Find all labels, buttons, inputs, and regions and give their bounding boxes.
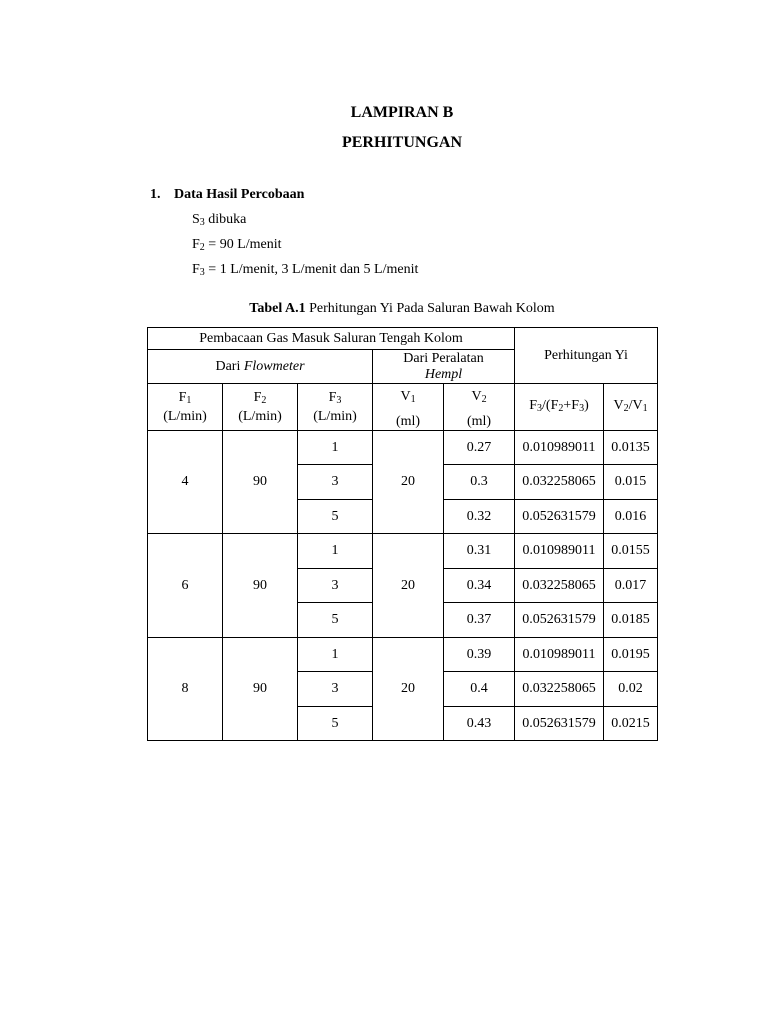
cell-v1: 20 (373, 431, 444, 534)
condition-line-f2: $F_2 = 90$ L/menit (192, 237, 282, 253)
header-yi-cell: Perhitungan Yi (515, 328, 658, 384)
cell-f3: 5 (298, 707, 373, 741)
col-header-ratio-f: $F_3/(F_2+F_3)$ (515, 384, 604, 431)
table-caption-label: Tabel A.1 (249, 301, 306, 316)
cell-v2: 0.4 (444, 672, 515, 707)
cell-ratio-f: 0.052631579 (515, 707, 604, 741)
cell-v2: 0.37 (444, 603, 515, 638)
cell-ratio-v: 0.0215 (604, 707, 658, 741)
cell-f1: 4 (148, 431, 223, 534)
cell-v2: 0.39 (444, 638, 515, 672)
cell-ratio-v: 0.0155 (604, 534, 658, 569)
cell-ratio-f: 0.052631579 (515, 603, 604, 638)
cell-f3: 1 (298, 638, 373, 672)
cell-v2: 0.3 (444, 465, 515, 500)
cell-f3: 3 (298, 465, 373, 500)
header-row-group (148, 328, 658, 350)
cell-f2: 90 (223, 534, 298, 638)
cell-ratio-v: 0.015 (604, 465, 658, 500)
col-header-ratio-v: $V_2/V_1$ (604, 384, 658, 431)
cell-v2: 0.43 (444, 707, 515, 741)
cell-ratio-f: 0.032258065 (515, 569, 604, 603)
header-flowmeter-cell: Dari Flowmeter (148, 350, 373, 384)
cell-f2: 90 (223, 638, 298, 741)
cell-f3: 3 (298, 569, 373, 603)
cell-f2: 90 (223, 431, 298, 534)
col-header-v2: $V_2$ (ml) (444, 384, 515, 431)
cell-ratio-v: 0.0135 (604, 431, 658, 465)
cell-ratio-v: 0.016 (604, 500, 658, 534)
col-header-f1: $F_1$ (L/min) (148, 384, 223, 431)
cell-f3: 5 (298, 500, 373, 534)
section-number: 1. (150, 187, 161, 202)
cell-f3: 1 (298, 431, 373, 465)
section-heading (150, 187, 304, 203)
condition-line-f3: $F_3 = 1$ L/menit, 3 L/menit dan 5 L/menit (192, 262, 419, 278)
cell-f3: 1 (298, 534, 373, 569)
cell-ratio-v: 0.017 (604, 569, 658, 603)
cell-ratio-f: 0.010989011 (515, 638, 604, 672)
col-header-f3: $F_3$ (L/min) (298, 384, 373, 431)
cell-f3: 5 (298, 603, 373, 638)
header-hempl-cell: Dari Peralatan Hempl (373, 350, 515, 384)
cell-v1: 20 (373, 638, 444, 741)
condition-line-s3: $S_3$ dibuka (192, 212, 247, 228)
cell-ratio-v: 0.02 (604, 672, 658, 707)
page-title: LAMPIRAN B (350, 104, 454, 121)
header-row-columns (148, 384, 658, 431)
cell-ratio-f: 0.010989011 (515, 534, 604, 569)
cell-ratio-f: 0.032258065 (515, 465, 604, 500)
cell-v2: 0.27 (444, 431, 515, 465)
cell-v2: 0.34 (444, 569, 515, 603)
col-header-v1: $V_1$ (ml) (373, 384, 444, 431)
cell-ratio-v: 0.0185 (604, 603, 658, 638)
cell-f1: 8 (148, 638, 223, 741)
cell-v2: 0.32 (444, 500, 515, 534)
table-caption (0, 301, 768, 317)
cell-f3: 3 (298, 672, 373, 707)
cell-ratio-v: 0.0195 (604, 638, 658, 672)
cell-v2: 0.31 (444, 534, 515, 569)
page-subtitle: PERHITUNGAN (341, 134, 462, 151)
cell-ratio-f: 0.052631579 (515, 500, 604, 534)
table-row (148, 638, 658, 672)
section-heading-text: Data Hasil Percobaan (174, 187, 305, 202)
data-table (147, 327, 658, 741)
table-row (148, 431, 658, 465)
cell-ratio-f: 0.010989011 (515, 431, 604, 465)
col-header-f2: $F_2$ (L/min) (223, 384, 298, 431)
cell-v1: 20 (373, 534, 444, 638)
table-row (148, 534, 658, 569)
cell-ratio-f: 0.032258065 (515, 672, 604, 707)
header-group-cell: Pembacaan Gas Masuk Saluran Tengah Kolom (148, 328, 515, 350)
cell-f1: 6 (148, 534, 223, 638)
table-caption-text: Perhitungan Yi Pada Saluran Bawah Kolom (305, 301, 555, 316)
